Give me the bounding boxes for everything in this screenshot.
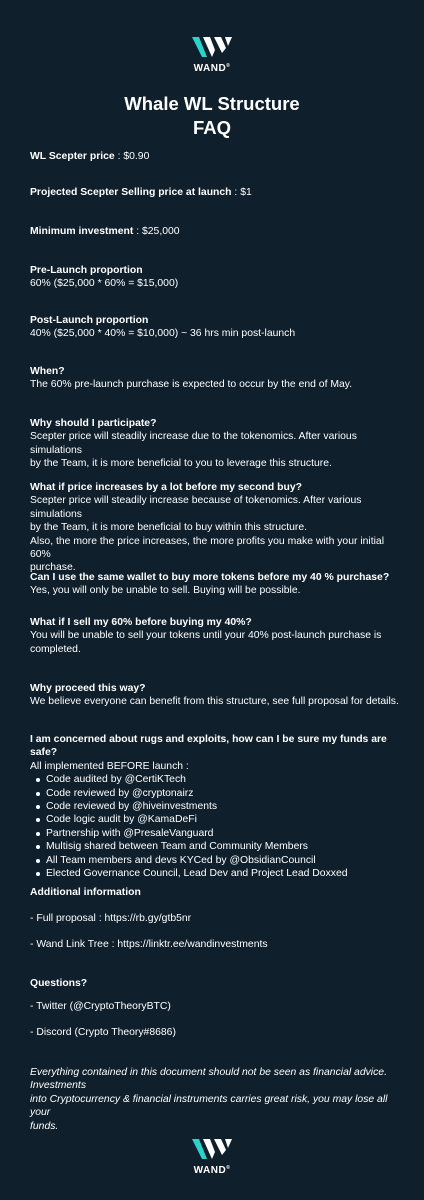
list-item: Code logic audit by @KamaDeFi — [46, 813, 400, 826]
safety-list — [30, 773, 400, 880]
selling-price-row: Projected Scepter Selling price at launch : $1 — [30, 187, 252, 198]
discord-contact[interactable]: - Discord (Crypto Theory#8686) — [30, 1027, 176, 1038]
pre-launch-section: Pre-Launch proportion 60% ($25,000 * 60% = $15,000) — [30, 265, 179, 290]
linktree-link[interactable]: - Wand Link Tree : https://linktr.ee/wandinvestments — [30, 939, 268, 950]
wand-wordmark: WAND® — [193, 1165, 231, 1176]
rugs-section: I am concerned about rugs and exploits, how can I be sure my funds are safe? All implemented BEFORE launch : Code audited by @CertiKTech Code reviewed by @cryptonairz Code reviewed by @hiveinvestments Code logic audit by @KamaDeFi Partnership with @PresaleVanguard Multisig shared between Team and Community Members All Team members and devs KYCed by @ObsidianCouncil Elected Governance Council, Lead Dev and Project Lead Doxxed — [30, 733, 400, 880]
wand-logo-icon — [192, 34, 232, 60]
price-increase-section: What if price increases by a lot before my second buy? Scepter price will steadily increase because of tokenomics. After various simulations by the Team, it is more beneficial to buy within this structure. Also, the more the price increases, the more profits you make with your initial 60% purchase. — [30, 482, 385, 574]
list-item: Partnership with @PresaleVanguard — [46, 827, 400, 840]
wand-logo-icon — [192, 1136, 232, 1162]
list-item: All Team members and devs KYCed by @ObsidianCouncil — [46, 854, 400, 867]
proposal-link[interactable]: - Full proposal : https://rb.gy/gtb5nr — [30, 913, 192, 924]
questions-heading: Questions? — [30, 978, 88, 989]
page-title: Whale WL Structure FAQ — [124, 93, 300, 138]
list-item: Elected Governance Council, Lead Dev and Project Lead Doxxed — [46, 867, 400, 880]
post-launch-section: Post-Launch proportion 40% ($25,000 * 40% = $10,000) ~ 36 hrs min post-launch — [30, 315, 296, 340]
why-proceed-section: Why proceed this way? We believe everyone can benefit from this structure, see full proposal for details. — [30, 683, 399, 708]
disclaimer: Everything contained in this document should not be seen as financial advice. Investments into Cryptocurrency & financial instruments carries great risk, you may lose all your funds. — [30, 1067, 388, 1132]
list-item: Code reviewed by @cryptonairz — [46, 787, 400, 800]
when-section: When? The 60% pre-launch purchase is expected to occur by the end of May. — [30, 366, 353, 391]
why-participate-section: Why should I participate? Scepter price will steadily increase due to the tokenomics. After various simulations by the Team, it is more beneficial to you to leverage this structure. — [30, 418, 357, 470]
min-investment-row: Minimum investment : $25,000 — [30, 226, 180, 237]
twitter-contact[interactable]: - Twitter (@CryptoTheoryBTC) — [30, 1001, 171, 1012]
wand-logo-bottom — [182, 1136, 242, 1176]
sell-before-section: What if I sell my 60% before buying my 40%? You will be unable to sell your tokens until your 40% post-launch purchase is completed. — [30, 617, 382, 655]
list-item: Code audited by @CertiKTech — [46, 773, 400, 786]
list-item: Code reviewed by @hiveinvestments — [46, 800, 400, 813]
additional-info-heading: Additional information — [30, 887, 141, 898]
wand-logo-top — [182, 34, 242, 74]
wand-wordmark: WAND® — [193, 63, 231, 74]
same-wallet-section: Can I use the same wallet to buy more tokens before my 40 % purchase? Yes, you will only be unable to sell. Buying will be possible. — [30, 572, 390, 597]
wl-price-row: WL Scepter price : $0.90 — [30, 151, 150, 162]
list-item: Multisig shared between Team and Community Members — [46, 840, 400, 853]
